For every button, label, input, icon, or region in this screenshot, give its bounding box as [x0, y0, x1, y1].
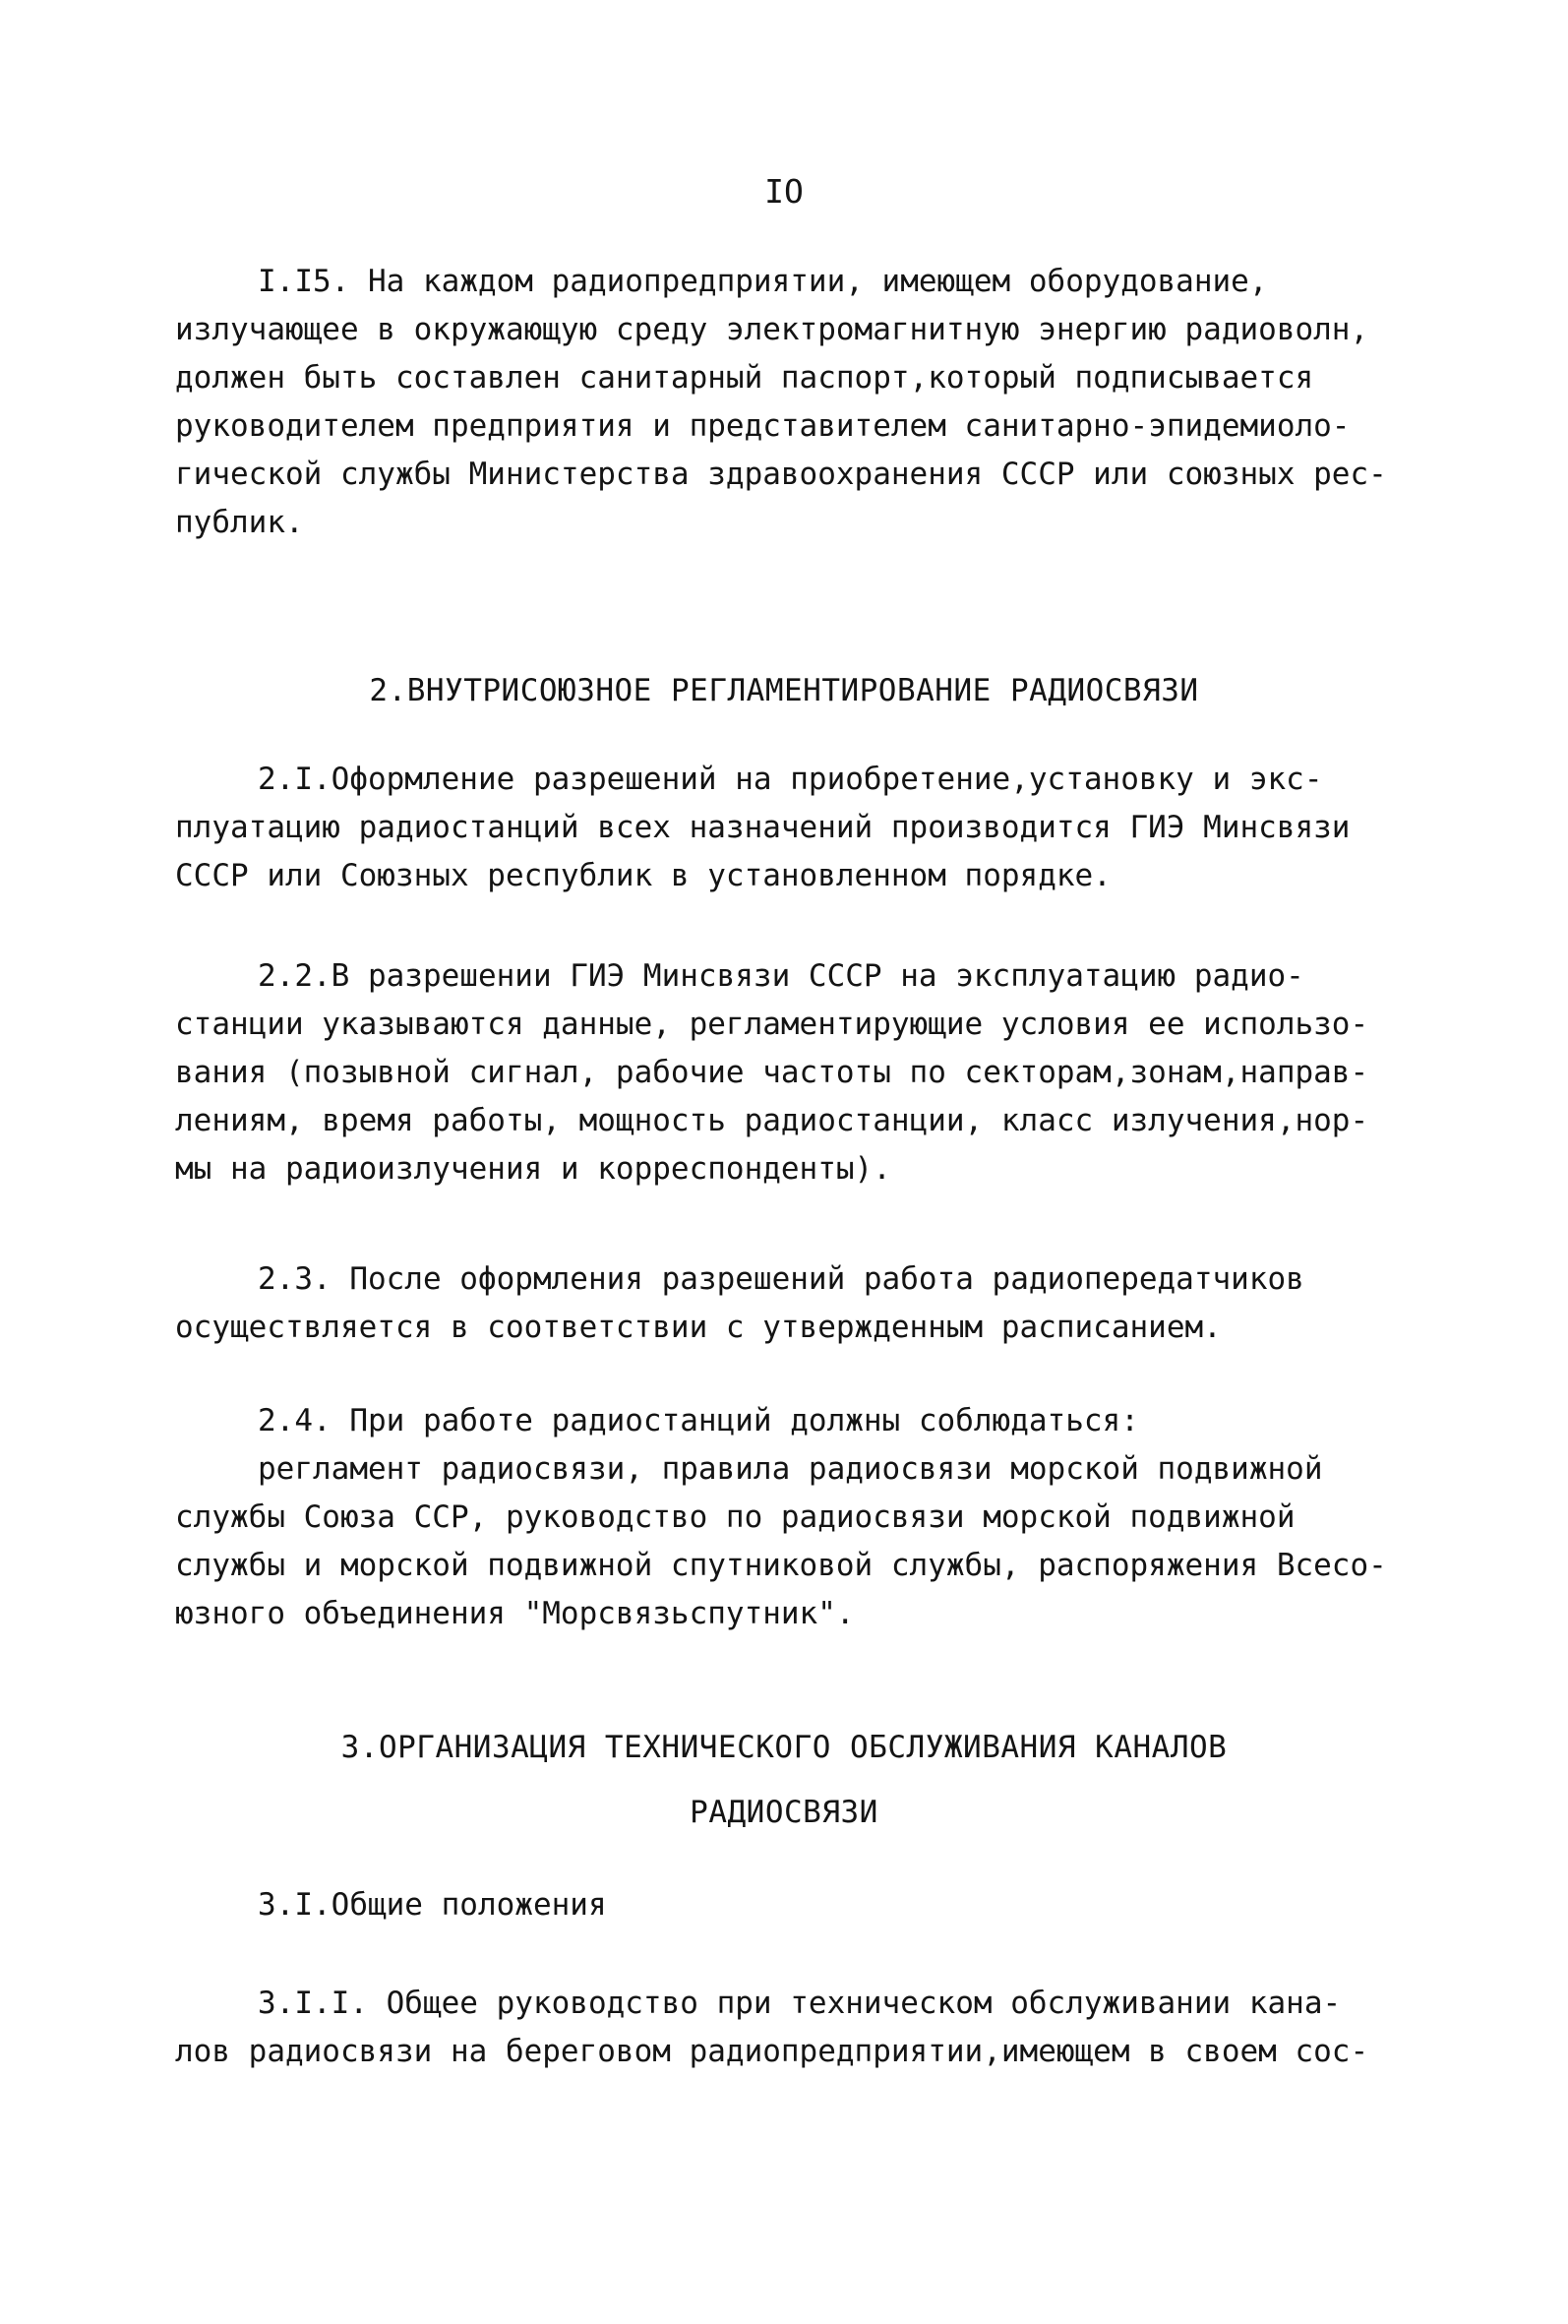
text-line: службы и морской подвижной спутниковой службы, распоряжения Всесо-	[175, 1548, 1387, 1583]
text-line: 2.4. При работе радиостанций должны соблюдаться:	[258, 1403, 1139, 1438]
paragraph-2-3	[175, 1255, 1434, 1352]
text-line: 2.2.В разрешении ГИЭ Минсвязи СССР на эксплуатацию радио-	[258, 958, 1304, 994]
page-number: IO	[764, 172, 804, 211]
text-line: 2.I.Оформление разрешений на приобретение,установку и экс-	[258, 762, 1323, 797]
text-line: осуществляется в соответствии с утвержденным расписанием.	[175, 1310, 1222, 1345]
text-line: 3.I.I. Общее руководство при техническом обслуживании кана-	[258, 1986, 1342, 2021]
text-line: гической службы Министерства здравоохранения СССР или союзных рес-	[175, 457, 1387, 492]
paragraph-3-1-1	[175, 1980, 1434, 2076]
text-line: должен быть составлен санитарный паспорт,который подписывается	[175, 360, 1314, 396]
text-line: руководителем предприятия и представителем санитарно-эпидемиоло-	[175, 408, 1351, 444]
text-line: публик.	[175, 505, 304, 540]
paragraph-2-1	[175, 756, 1434, 900]
text-line: вания (позывной сигнал, рабочие частоты по секторам,зонам,направ-	[175, 1055, 1369, 1090]
section-heading-2: 2.ВНУТРИСОЮЗНОЕ РЕГЛАМЕНТИРОВАНИЕ РАДИОСВЯЗИ	[369, 673, 1199, 708]
text-line: 2.3. После оформления разрешений работа радиопередатчиков	[258, 1261, 1304, 1297]
section-heading-3: 3.ОРГАНИЗАЦИЯ ТЕХНИЧЕСКОГО ОБСЛУЖИВАНИЯ КАНАЛОВ	[340, 1730, 1228, 1765]
text-line: регламент радиосвязи, правила радиосвязи морской подвижной	[258, 1451, 1323, 1487]
text-line: мы на радиоизлучения и корреспонденты).	[175, 1151, 891, 1187]
text-line: СССР или Союзных республик в установленном порядке.	[175, 858, 1112, 893]
text-line: юзного объединения "Морсвязьспутник".	[175, 1596, 855, 1631]
paragraph-2-2	[175, 952, 1434, 1193]
paragraph-2-4	[175, 1397, 1434, 1638]
text-line: лениям, время работы, мощность радиостанции, класс излучения,нор-	[175, 1103, 1369, 1138]
section-heading-3-cont: РАДИОСВЯЗИ	[690, 1795, 878, 1830]
paragraph-1-15	[175, 258, 1434, 547]
text-line: станции указываются данные, регламентирующие условия ее использо-	[175, 1007, 1369, 1042]
text-line: излучающее в окружающую среду электромагнитную энергию радиоволн,	[175, 312, 1369, 347]
text-line: I.I5. На каждом радиопредприятии, имеющем оборудование,	[258, 264, 1268, 299]
text-line: службы Союза ССР, руководство по радиосвязи морской подвижной	[175, 1499, 1296, 1535]
text-line: лов радиосвязи на береговом радиопредприятии,имеющем в своем сос-	[175, 2034, 1369, 2069]
text-line: плуатацию радиостанций всех назначений производится ГИЭ Минсвязи	[175, 810, 1351, 845]
subsection-heading-3-1: 3.I.Общие положения	[258, 1887, 607, 1923]
